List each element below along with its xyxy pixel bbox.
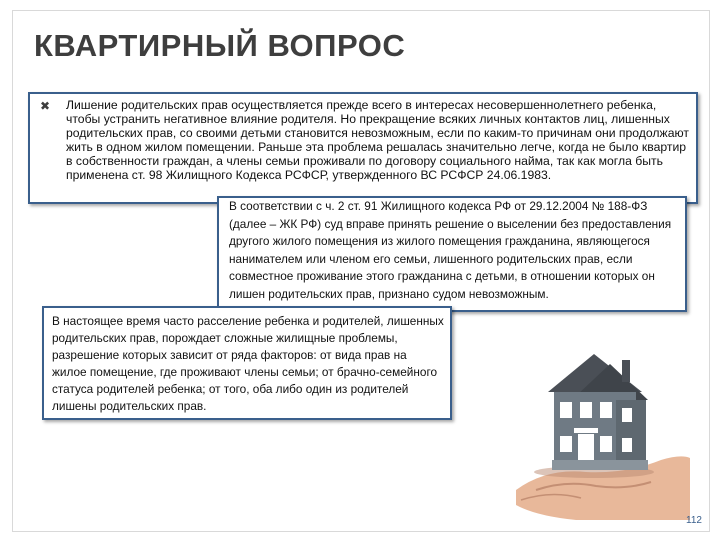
text-box-history xyxy=(28,92,698,204)
house-in-hand-image xyxy=(476,340,690,520)
text-box-law xyxy=(217,196,687,312)
text-box-current xyxy=(42,306,452,420)
paragraph-current: В настоящее время часто расселение ребенка и родителей, лишенных родительских прав, порождает сложные жилищные проблемы, разрешение которых зависит от ряда факторов: от вида прав на жилое помещение, где проживают члены семьи; от брачно-семейного статуса родителей ребенка; от того, оба либо один из родителей лишены родительских прав. xyxy=(52,314,444,413)
x-mark-icon: ✖ xyxy=(40,99,51,113)
slide-title: КВАРТИРНЫЙ ВОПРОС xyxy=(34,28,406,63)
paragraph-history: Лишение родительских прав осуществляется прежде всего в интересах несовершеннолетнего ребенка, чтобы устранить негативное влияние родителя. Но прекращение всяких личных контактов лиц, лишенных родительских прав, со своими детьми становится невозможным, если по каким-то причинам они продолжают жить в одном жилом помещении. Раньше эта проблема решалась значительно легче, когда не было квартир в собственности граждан, а члены семьи проживали по договору социального найма, так как могла быть применена ст. 98 Жилищного Кодекса РСФСР, утвержденного ВС РСФСР 24.06.1983. xyxy=(66,98,689,182)
paragraph-law: В соответствии с ч. 2 ст. 91 Жилищного кодекса РФ от 29.12.2004 № 188-ФЗ (далее – ЖК РФ) суд вправе принять решение о выселении без предоставления другого жилого помещения из жилого помещения гражданина, являющегося нанимателем или членом его семьи, лишенного родительских прав, если совместное проживание этого гражданина с детьми, в отношении которых он лишен родительских прав, признано судом невозможным. xyxy=(229,199,672,301)
page-number: 112 xyxy=(686,515,702,526)
